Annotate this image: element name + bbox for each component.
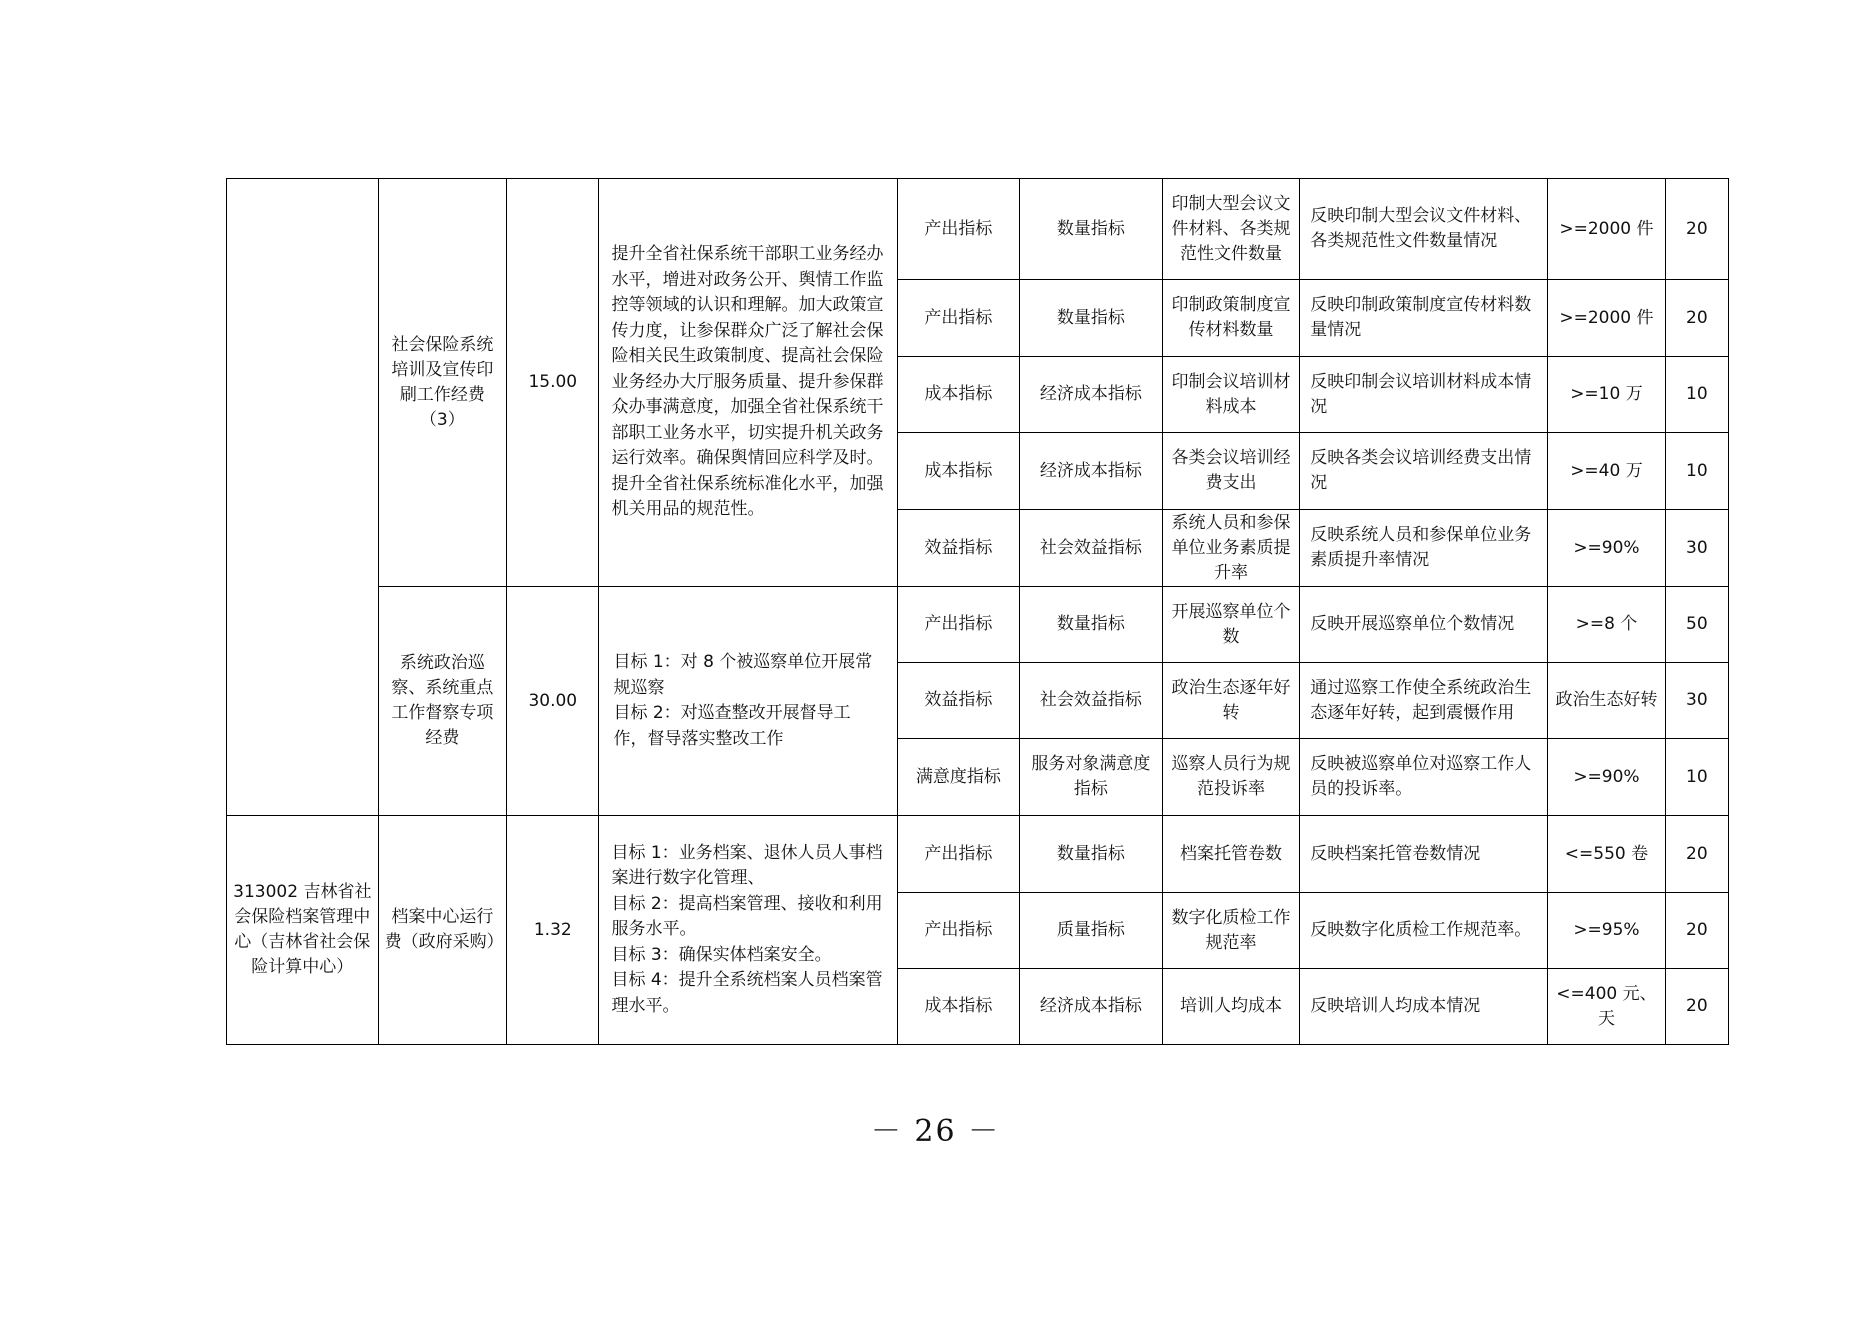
weight-cell: 20	[1665, 969, 1728, 1045]
level2-indicator-cell: 数量指标	[1020, 587, 1163, 663]
level2-indicator-cell: 社会效益指标	[1020, 663, 1163, 739]
level2-indicator-cell: 质量指标	[1020, 893, 1163, 969]
project-name-cell: 档案中心运行费（政府采购）	[378, 816, 507, 1045]
target-value-cell: >=90%	[1548, 510, 1665, 587]
level1-indicator-cell: 产出指标	[897, 587, 1019, 663]
level3-indicator-cell: 各类会议培训经费支出	[1162, 433, 1300, 510]
target-value-cell: >=2000 件	[1548, 179, 1665, 280]
level2-indicator-cell: 经济成本指标	[1020, 969, 1163, 1045]
indicator-description-cell: 反映各类会议培训经费支出情况	[1300, 433, 1548, 510]
performance-goal-cell	[599, 587, 897, 816]
weight-cell: 20	[1665, 816, 1728, 893]
indicator-description-cell: 反映印制政策制度宣传材料数量情况	[1300, 280, 1548, 357]
target-value-cell: >=40 万	[1548, 433, 1665, 510]
table-row	[227, 179, 1729, 280]
indicator-description-cell: 反映印制会议培训材料成本情况	[1300, 357, 1548, 433]
level1-indicator-cell: 成本指标	[897, 969, 1019, 1045]
unit-cell-empty	[227, 179, 379, 816]
level3-indicator-cell: 档案托管卷数	[1162, 816, 1300, 893]
goal-line: 目标 3：确保实体档案安全。	[611, 944, 832, 965]
target-value-cell: >=10 万	[1548, 357, 1665, 433]
level1-indicator-cell: 产出指标	[897, 179, 1019, 280]
performance-goal-cell: 提升全省社保系统干部职工业务经办水平，增进对政务公开、舆情工作监控等领域的认识和理解。加大政策宣传力度，让参保群众广泛了解社会保险相关民生政策制度、提高社会保险业务经办大厅服务质量、提升参保群众办事满意度，加强全省社保系统干部职工业务水平，切实提升机关政务运行效率。确保舆情回应科学及时。提升全省社保系统标准化水平，加强机关用品的规范性。	[599, 179, 897, 587]
target-value-cell: >=8 个	[1548, 587, 1665, 663]
level3-indicator-cell: 开展巡察单位个数	[1162, 587, 1300, 663]
weight-cell: 30	[1665, 510, 1728, 587]
unit-cell: 313002 吉林省社会保险档案管理中心（吉林省社会保险计算中心）	[227, 816, 379, 1045]
performance-goal-cell	[599, 816, 897, 1045]
amount-cell: 15.00	[507, 179, 599, 587]
indicator-description-cell: 反映被巡察单位对巡察工作人员的投诉率。	[1300, 739, 1548, 816]
amount-cell: 1.32	[507, 816, 599, 1045]
project-name-cell: 社会保险系统培训及宣传印刷工作经费（3）	[378, 179, 507, 587]
level2-indicator-cell: 经济成本指标	[1020, 357, 1163, 433]
indicator-description-cell: 反映印制大型会议文件材料、各类规范性文件数量情况	[1300, 179, 1548, 280]
goal-line: 目标 1：对 8 个被巡察单位开展常规巡察	[613, 652, 873, 698]
level2-indicator-cell: 数量指标	[1020, 280, 1163, 357]
weight-cell: 10	[1665, 739, 1728, 816]
table-row	[227, 816, 1729, 893]
weight-cell: 50	[1665, 587, 1728, 663]
level3-indicator-cell: 印制大型会议文件材料、各类规范性文件数量	[1162, 179, 1300, 280]
level3-indicator-cell: 印制政策制度宣传材料数量	[1162, 280, 1300, 357]
level3-indicator-cell: 印制会议培训材料成本	[1162, 357, 1300, 433]
level2-indicator-cell: 社会效益指标	[1020, 510, 1163, 587]
weight-cell: 20	[1665, 893, 1728, 969]
level3-indicator-cell: 政治生态逐年好转	[1162, 663, 1300, 739]
amount-cell: 30.00	[507, 587, 599, 816]
indicator-description-cell: 反映数字化质检工作规范率。	[1300, 893, 1548, 969]
level1-indicator-cell: 效益指标	[897, 663, 1019, 739]
target-value-cell: 政治生态好转	[1548, 663, 1665, 739]
target-value-cell: >=2000 件	[1548, 280, 1665, 357]
target-value-cell: <=400 元、天	[1548, 969, 1665, 1045]
level1-indicator-cell: 满意度指标	[897, 739, 1019, 816]
level1-indicator-cell: 产出指标	[897, 280, 1019, 357]
level2-indicator-cell: 服务对象满意度指标	[1020, 739, 1163, 816]
level2-indicator-cell: 数量指标	[1020, 179, 1163, 280]
project-name-cell: 系统政治巡察、系统重点工作督察专项经费	[378, 587, 507, 816]
indicator-description-cell: 反映培训人均成本情况	[1300, 969, 1548, 1045]
level1-indicator-cell: 成本指标	[897, 357, 1019, 433]
level1-indicator-cell: 产出指标	[897, 893, 1019, 969]
target-value-cell: >=95%	[1548, 893, 1665, 969]
level3-indicator-cell: 系统人员和参保单位业务素质提升率	[1162, 510, 1300, 587]
indicator-description-cell: 反映系统人员和参保单位业务素质提升率情况	[1300, 510, 1548, 587]
target-value-cell: <=550 卷	[1548, 816, 1665, 893]
level3-indicator-cell: 培训人均成本	[1162, 969, 1300, 1045]
level1-indicator-cell: 产出指标	[897, 816, 1019, 893]
performance-indicator-table	[226, 178, 1729, 1045]
indicator-description-cell: 反映开展巡察单位个数情况	[1300, 587, 1548, 663]
page-number: － 26 －	[870, 1114, 1001, 1149]
indicator-description-cell: 通过巡察工作使全系统政治生态逐年好转，起到震慑作用	[1300, 663, 1548, 739]
weight-cell: 20	[1665, 280, 1728, 357]
weight-cell: 20	[1665, 179, 1728, 280]
level2-indicator-cell: 数量指标	[1020, 816, 1163, 893]
weight-cell: 10	[1665, 433, 1728, 510]
level1-indicator-cell: 成本指标	[897, 433, 1019, 510]
goal-line: 目标 2：提高档案管理、接收和利用服务水平。	[611, 893, 883, 940]
level2-indicator-cell: 经济成本指标	[1020, 433, 1163, 510]
table-row	[227, 587, 1729, 663]
goal-line: 目标 1：业务档案、退休人员人事档案进行数字化管理、	[611, 842, 883, 889]
level3-indicator-cell: 巡察人员行为规范投诉率	[1162, 739, 1300, 816]
level1-indicator-cell: 效益指标	[897, 510, 1019, 587]
weight-cell: 30	[1665, 663, 1728, 739]
goal-line: 目标 2：对巡查整改开展督导工作，督导落实整改工作	[613, 703, 851, 749]
indicator-description-cell: 反映档案托管卷数情况	[1300, 816, 1548, 893]
weight-cell: 10	[1665, 357, 1728, 433]
goal-line: 目标 4：提升全系统档案人员档案管理水平。	[611, 970, 883, 1016]
level3-indicator-cell: 数字化质检工作规范率	[1162, 893, 1300, 969]
target-value-cell: >=90%	[1548, 739, 1665, 816]
